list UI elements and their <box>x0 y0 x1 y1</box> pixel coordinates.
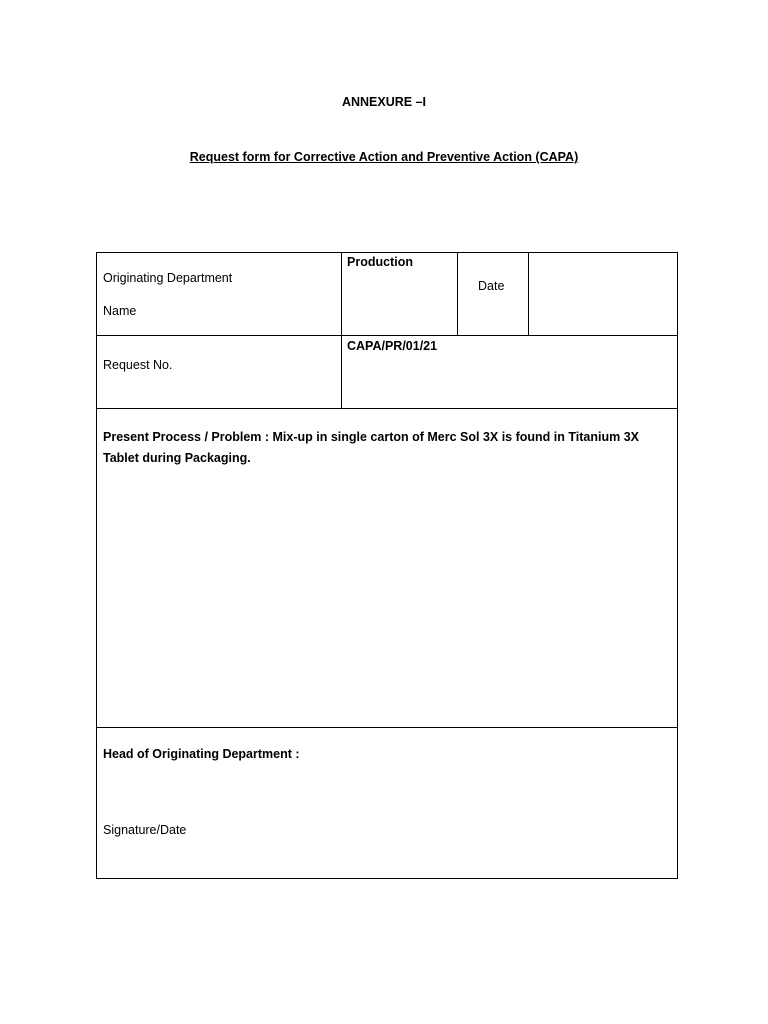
column-divider <box>528 253 529 335</box>
request-no-value: CAPA/PR/01/21 <box>347 339 438 353</box>
head-of-department-label: Head of Originating Department : <box>103 747 300 761</box>
request-no-label: Request No. <box>103 358 173 372</box>
department-value: Production <box>347 255 413 269</box>
signature-date-label: Signature/Date <box>103 823 187 837</box>
form-title: Request form for Corrective Action and Preventive Action (CAPA) <box>189 150 579 164</box>
row-divider <box>97 727 677 728</box>
row-divider <box>97 335 677 336</box>
originating-department-label: Originating Department <box>103 271 233 285</box>
row-divider <box>97 408 677 409</box>
column-divider <box>457 253 458 335</box>
name-label: Name <box>103 304 137 318</box>
annexure-heading: ANNEXURE –I <box>341 95 427 109</box>
capa-request-form <box>96 252 678 879</box>
present-process-problem: Present Process / Problem : Mix-up in single carton of Merc Sol 3X is found in Titanium 3X Tablet during Packaging. <box>103 430 639 465</box>
column-divider <box>341 253 342 408</box>
date-label: Date <box>478 279 505 293</box>
